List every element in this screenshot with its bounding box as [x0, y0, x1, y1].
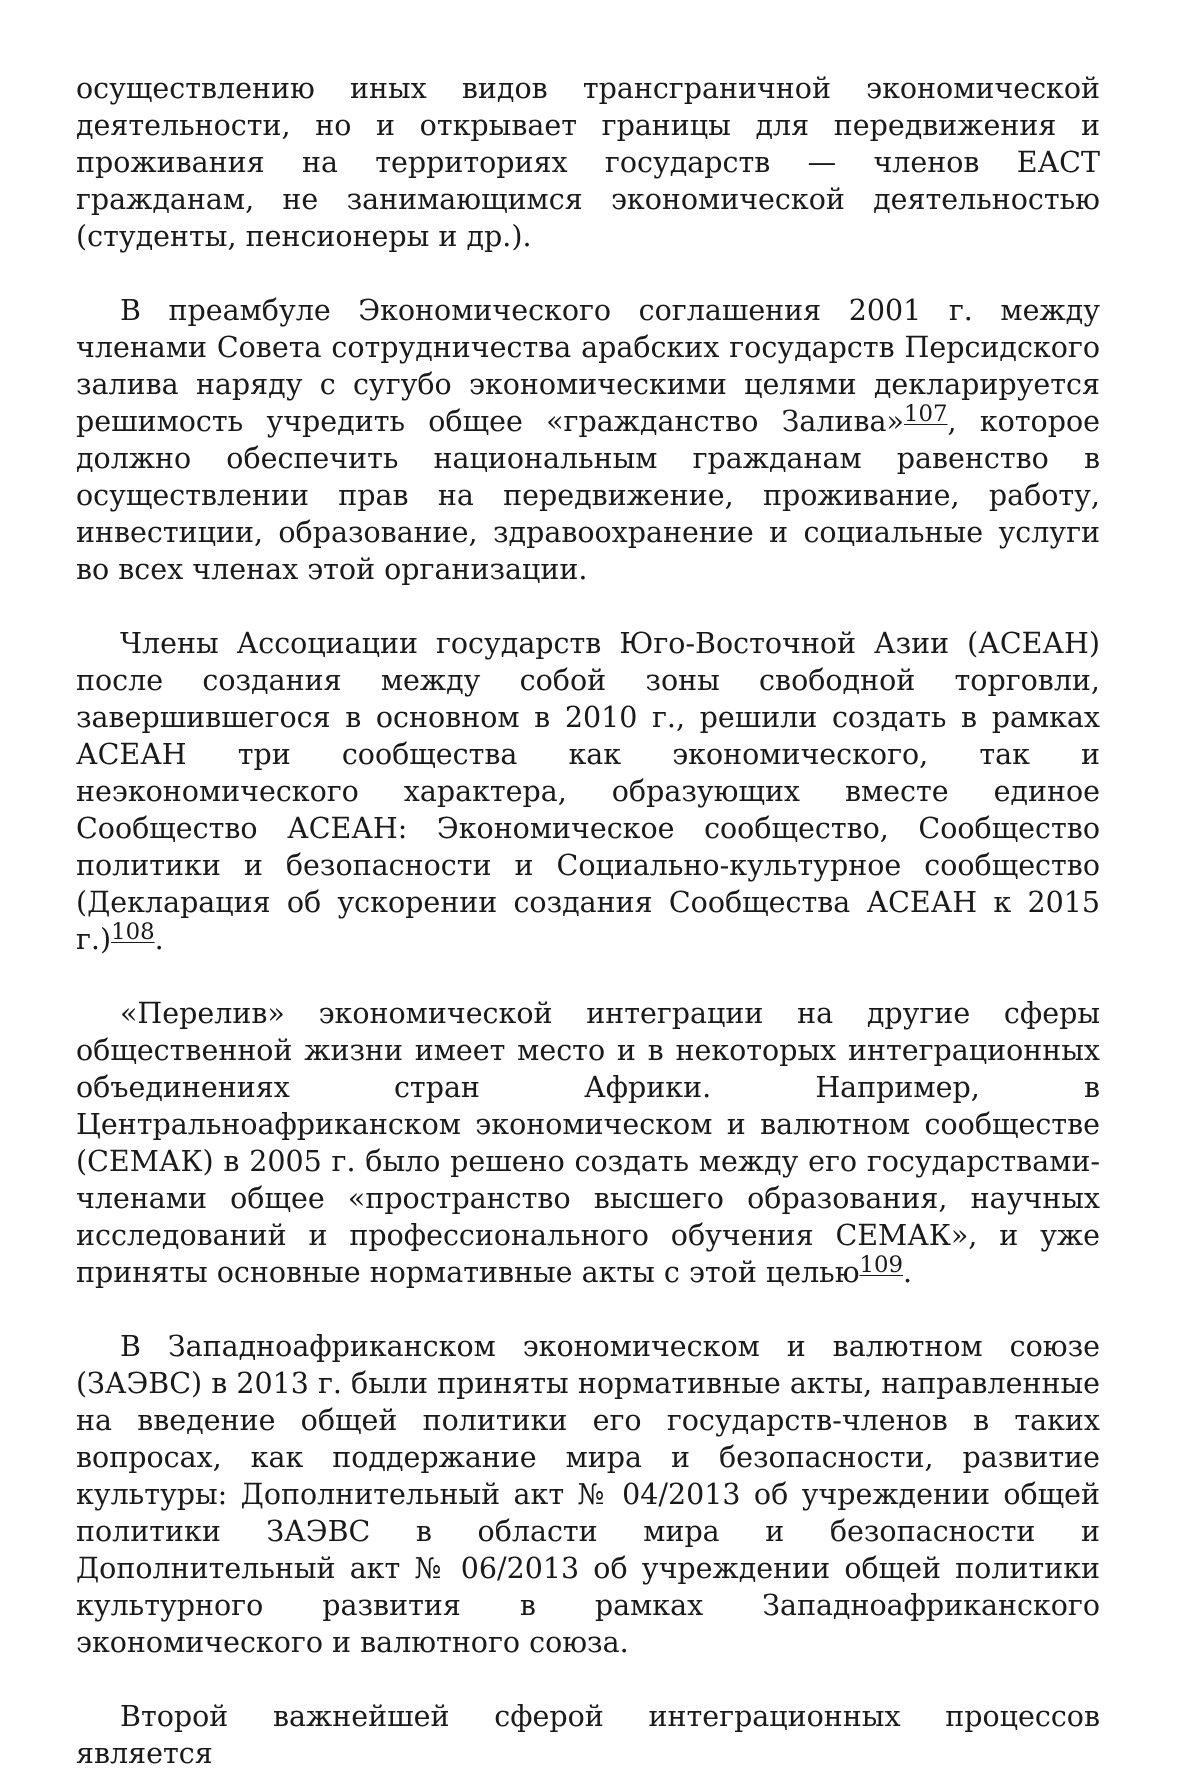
- paragraph-asean: [76, 625, 1100, 958]
- footnote-link-107[interactable]: 107: [903, 400, 948, 427]
- paragraph-text: В преамбуле Экономического соглашения 2001 г. между членами Совета сотрудничества арабских государств Персидского залива наряду с сугубо экономическими целями декларируется решимость учредить общее «гражданство Залива»: [76, 294, 1100, 438]
- footnote-link-109[interactable]: 109: [859, 1251, 904, 1278]
- footnote-link-108[interactable]: 108: [111, 918, 155, 945]
- paragraph-text: , которое должно обеспечить национальным гражданам равенство в осуществлении прав на передвижение, проживание, работу, инвестиции, образование, здравоохранение и социальные услуги во всех членах этой организации.: [76, 405, 1100, 586]
- paragraph-continued: осуществлению иных видов трансграничной экономической деятельности, но и открывает границы для передвижения и проживания на территориях государств — членов ЕАСТ гражданам, не занимающимся экономической деятельностью (студенты, пенсионеры и др.).: [76, 72, 1100, 253]
- paragraph-gulf-citizenship: [76, 292, 1100, 588]
- paragraph-cemac: [76, 995, 1100, 1291]
- paragraph-text: Члены Ассоциации государств Юго-Восточной Азии (АСЕАН) после создания между собой зоны свободной торговли, завершившегося в основном в 2010 г., решили создать в рамках АСЕАН три сообщества как экономического, так и неэкономического характера, образующих вместе единое Сообщество АСЕАН: Экономическое сообщество, Сообщество политики и безопасности и Социально-культурное сообщество (Декларация об ускорении создания Сообщества АСЕАН к 2015 г.): [76, 627, 1100, 956]
- paragraph-text: «Перелив» экономической интеграции на другие сферы общественной жизни имеет место и в некоторых интеграционных объединениях стран Африки. Например, в Центральноафриканском экономическом и валютном сообществе (СЕМАК) в 2005 г. было решено создать между его государствами-членами общее «пространство высшего образования, научных исследований и профессионального обучения СЕМАК», и уже приняты основные нормативные акты с этой целью: [76, 997, 1100, 1289]
- paragraph-text: .: [903, 1256, 913, 1289]
- paragraph-uemoa: В Западноафриканском экономическом и валютном союзе (ЗАЭВС) в 2013 г. были приняты нормативные акты, направленные на введение общей политики его государств-членов в таких вопросах, как поддержание мира и безопасности, развитие культуры: Дополнительный акт № 04/2013 об учреждении общей политики ЗАЭВС в области мира и безопасности и Дополнительный акт № 06/2013 об учреждении общей политики культурного развития в рамках Западноафриканского экономического и валютного союза.: [76, 1330, 1100, 1659]
- document-page: [76, 70, 1100, 1772]
- paragraph-text: .: [154, 923, 164, 956]
- paragraph-second-sphere: Второй важнейшей сферой интеграционных процессов является: [76, 1700, 1100, 1770]
